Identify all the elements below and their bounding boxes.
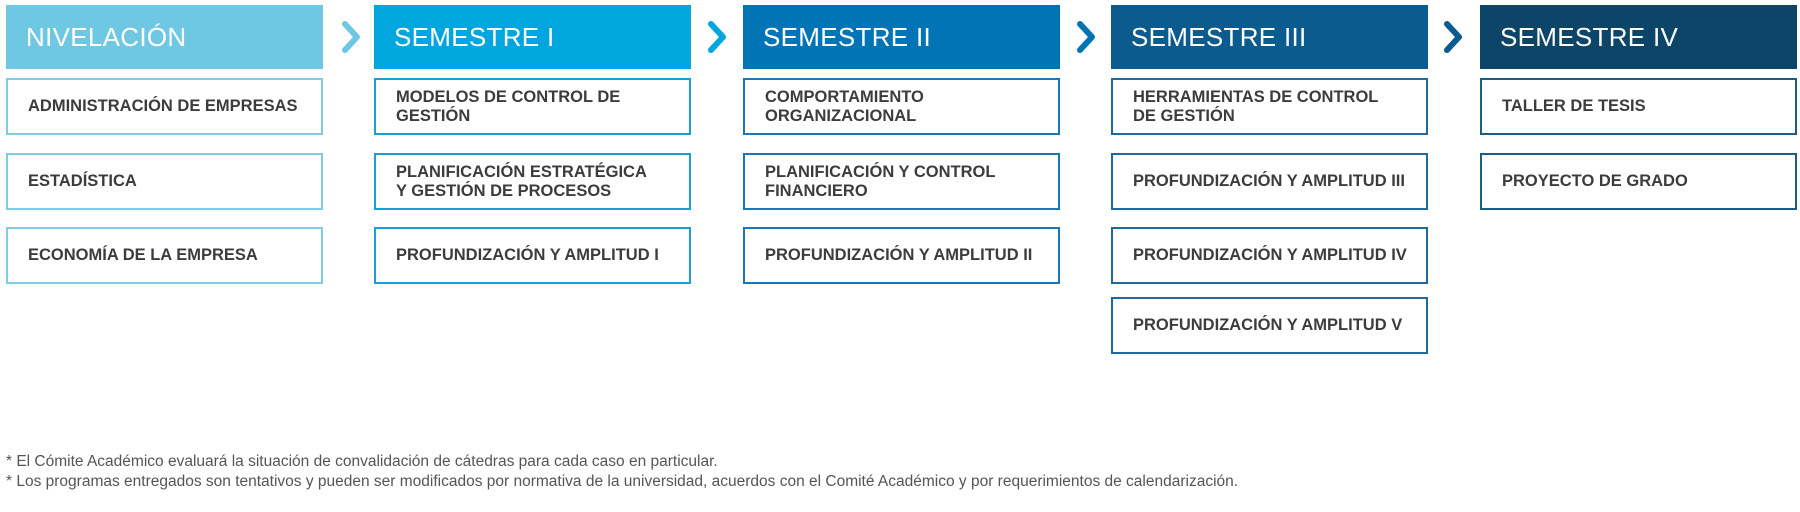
- course-label: PROFUNDIZACIÓN Y AMPLITUD III: [1133, 172, 1405, 191]
- semester-header: SEMESTRE I: [374, 5, 691, 69]
- semester-header: SEMESTRE IV: [1480, 5, 1797, 69]
- footnotes: [6, 452, 1238, 492]
- course-label: MODELOS DE CONTROL DE GESTIÓN: [396, 88, 621, 125]
- semester-header: NIVELACIÓN: [6, 5, 323, 69]
- semester-header: SEMESTRE II: [743, 5, 1060, 69]
- course-box: [743, 153, 1060, 210]
- course-label: PROFUNDIZACIÓN Y AMPLITUD V: [1133, 316, 1403, 335]
- semester-column: [1111, 5, 1428, 335]
- course-box: [1111, 227, 1428, 284]
- course-box: [743, 227, 1060, 284]
- course-box: [374, 227, 691, 284]
- semester-column: [1480, 5, 1797, 191]
- course-box: [1111, 153, 1428, 210]
- course-box: [1111, 78, 1428, 135]
- chevron-right-icon: [340, 20, 362, 54]
- course-box: [6, 78, 323, 135]
- semester-column: [6, 5, 323, 265]
- course-label: PROFUNDIZACIÓN Y AMPLITUD II: [765, 246, 1033, 265]
- chevron-right-icon: [1442, 20, 1464, 54]
- course-box: [743, 78, 1060, 135]
- course-box: [6, 227, 323, 284]
- course-label: ADMINISTRACIÓN DE EMPRESAS: [28, 97, 298, 116]
- course-label: ESTADÍSTICA: [28, 172, 137, 191]
- course-box: [374, 153, 691, 210]
- course-label: ECONOMÍA DE LA EMPRESA: [28, 246, 258, 265]
- course-label: PROFUNDIZACIÓN Y AMPLITUD IV: [1133, 246, 1407, 265]
- course-box: [1111, 297, 1428, 354]
- course-box: [6, 153, 323, 210]
- semester-column: [743, 5, 1060, 265]
- semester-header: SEMESTRE III: [1111, 5, 1428, 69]
- course-label: PLANIFICACIÓN Y CONTROL FINANCIERO: [765, 163, 996, 200]
- course-label: PROFUNDIZACIÓN Y AMPLITUD I: [396, 246, 659, 265]
- chevron-right-icon: [1075, 20, 1097, 54]
- course-box: [1480, 153, 1797, 210]
- course-label: HERRAMIENTAS DE CONTROL DE GESTIÓN: [1133, 88, 1379, 125]
- course-label: COMPORTAMIENTO ORGANIZACIONAL: [765, 88, 924, 125]
- course-label: TALLER DE TESIS: [1502, 97, 1646, 116]
- course-box: [374, 78, 691, 135]
- course-label: PLANIFICACIÓN ESTRATÉGICA Y GESTIÓN DE PROCESOS: [396, 163, 647, 200]
- course-label: PROYECTO DE GRADO: [1502, 172, 1688, 191]
- course-box: [1480, 78, 1797, 135]
- footnote: * Los programas entregados son tentativos y pueden ser modificados por normativa de la universidad, acuerdos con el Comité Académico y por requerimientos de calendarización.: [6, 473, 1239, 490]
- footnote: * El Cómite Académico evaluará la situación de convalidación de cátedras para cada caso en particular.: [6, 453, 718, 470]
- chevron-right-icon: [706, 20, 728, 54]
- semester-column: [374, 5, 691, 265]
